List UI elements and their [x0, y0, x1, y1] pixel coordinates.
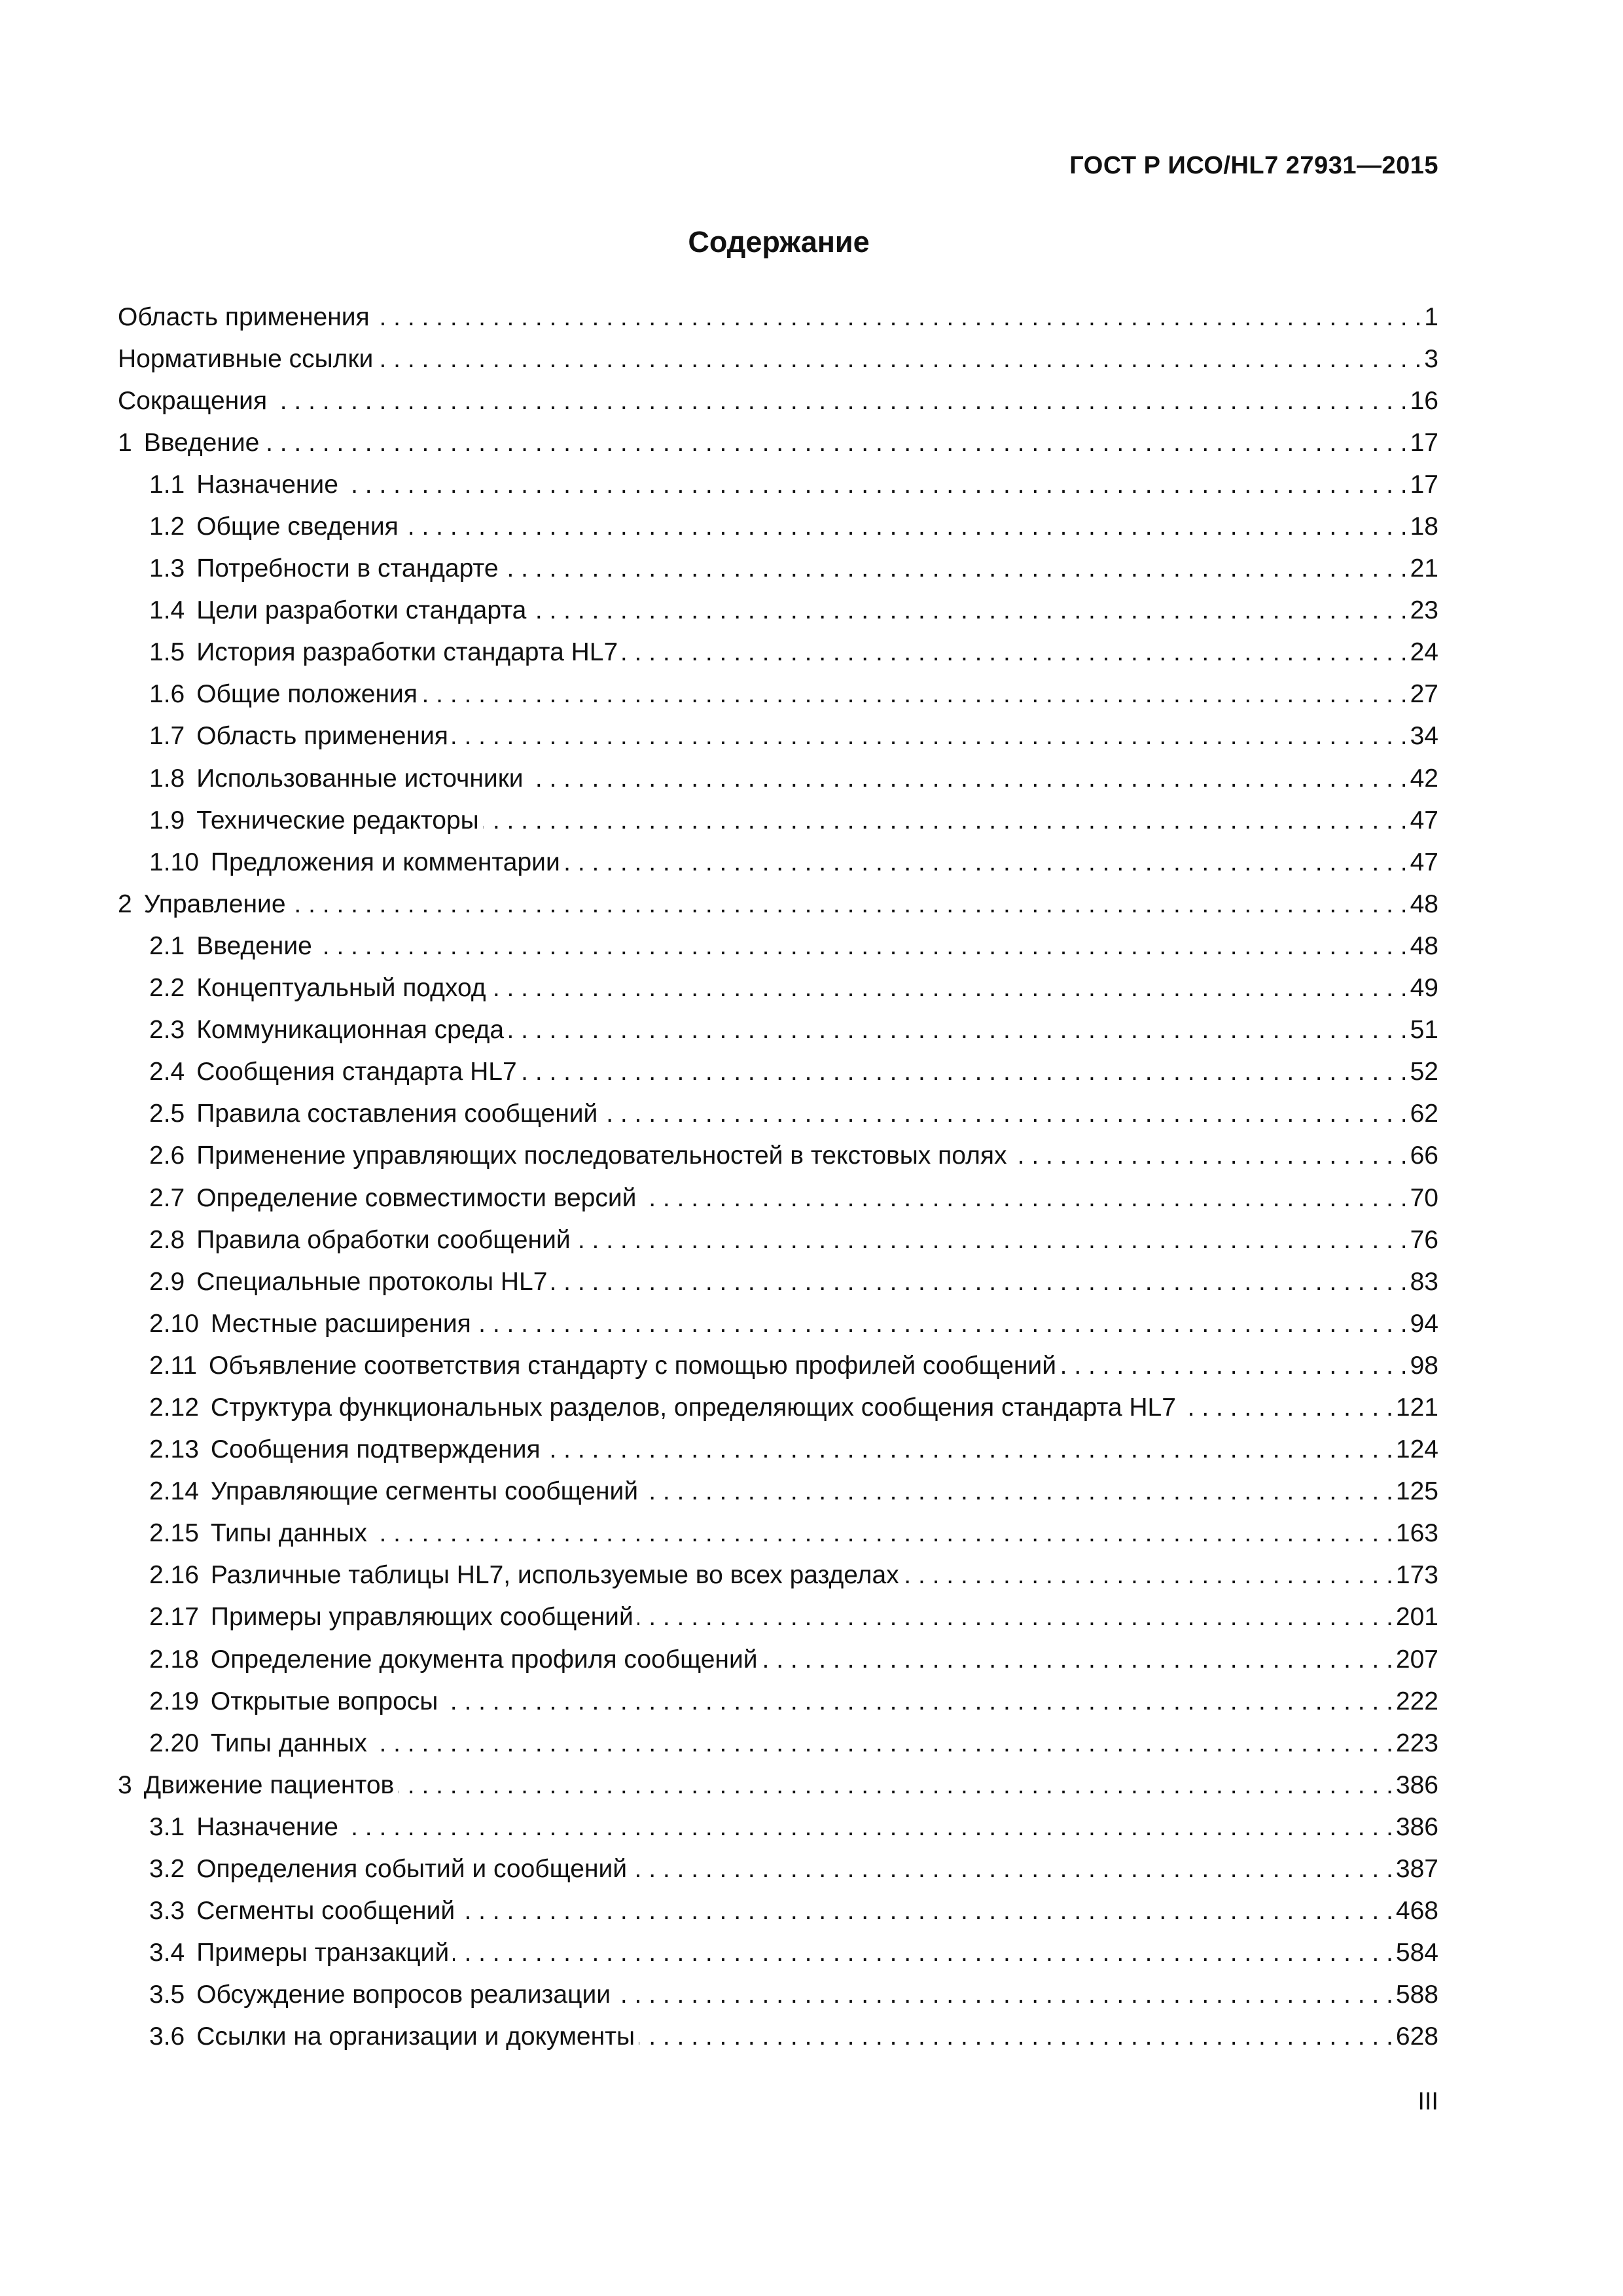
toc-dot-leader — [1060, 1353, 1408, 1378]
toc-dot-leader — [421, 681, 1408, 707]
toc-dot-leader — [615, 1982, 1393, 2007]
toc-entry-title: Правила обработки сообщений — [196, 1225, 571, 1254]
toc-entry[interactable] — [118, 380, 1438, 422]
toc-entry-page: 3 — [1424, 344, 1438, 373]
toc-dot-leader — [402, 514, 1408, 539]
toc-entry[interactable] — [118, 1554, 1438, 1596]
toc-entry-title: Типы данных — [210, 1519, 367, 1548]
toc-entry-number: 2.15 — [149, 1519, 199, 1548]
toc-entry-number: 1.9 — [149, 806, 185, 834]
toc-entry-page: 94 — [1410, 1309, 1438, 1338]
toc-dot-leader — [637, 1604, 1393, 1630]
toc-entry-title: Общие сведения — [196, 512, 399, 541]
toc-dot-leader — [762, 1647, 1393, 1672]
toc-entry-page: 17 — [1410, 470, 1438, 499]
toc-entry-title: Область применения — [118, 302, 370, 331]
toc-entry-page: 21 — [1410, 554, 1438, 583]
toc-entry-number: 1.8 — [149, 764, 185, 793]
table-of-contents — [118, 296, 1438, 2058]
toc-entry[interactable] — [118, 1386, 1438, 1428]
toc-entry-page: 24 — [1410, 638, 1438, 667]
toc-dot-leader — [544, 1437, 1393, 1462]
toc-entry-page: 47 — [1410, 806, 1438, 834]
toc-entry-page: 386 — [1395, 1770, 1438, 1799]
toc-entry-title: Цели разработки стандарта — [196, 596, 527, 625]
toc-entry[interactable] — [118, 1806, 1438, 1848]
toc-entry[interactable] — [118, 1722, 1438, 1764]
toc-entry-page: 124 — [1395, 1435, 1438, 1464]
toc-entry-page: 163 — [1395, 1519, 1438, 1548]
toc-entry-page: 49 — [1410, 974, 1438, 1003]
toc-entry-title: Назначение — [196, 470, 338, 499]
toc-entry-title: Объявление соответствия стандарту с помощью профилей сообщений — [209, 1351, 1056, 1380]
toc-entry-title: Область применения — [196, 722, 448, 751]
toc-entry[interactable] — [118, 1890, 1438, 1932]
toc-entry-page: 121 — [1395, 1393, 1438, 1422]
toc-entry-title: Нормативные ссылки — [118, 344, 374, 373]
toc-entry-page: 66 — [1410, 1141, 1438, 1170]
toc-entry-page: 584 — [1395, 1939, 1438, 1967]
toc-dot-leader — [530, 598, 1407, 623]
toc-entry-page: 76 — [1410, 1225, 1438, 1254]
toc-entry-title: Сокращения — [118, 386, 268, 415]
toc-dot-leader — [453, 1940, 1393, 1965]
toc-entry-title: Управляющие сегменты сообщений — [210, 1477, 639, 1506]
toc-entry-number: 2.9 — [149, 1267, 185, 1296]
toc-entry[interactable] — [118, 1344, 1438, 1386]
toc-dot-leader — [903, 1562, 1393, 1588]
toc-entry-title: Сообщения стандарта HL7 — [196, 1058, 517, 1086]
toc-entry-page: 83 — [1410, 1267, 1438, 1296]
toc-entry-number: 2.5 — [149, 1100, 185, 1128]
toc-entry-number: 2.13 — [149, 1435, 199, 1464]
toc-entry-page: 16 — [1410, 386, 1438, 415]
toc-entry-number: 3.4 — [149, 1939, 185, 1967]
toc-dot-leader — [271, 388, 1408, 414]
toc-entry-page: 628 — [1395, 2022, 1438, 2051]
toc-dot-leader — [263, 430, 1407, 456]
toc-entry[interactable] — [118, 1219, 1438, 1261]
toc-entry-number: 2.20 — [149, 1729, 199, 1757]
toc-entry-number: 2.12 — [149, 1393, 199, 1422]
toc-dot-leader — [490, 975, 1408, 1001]
toc-entry-number: 2.2 — [149, 974, 185, 1003]
toc-entry[interactable] — [118, 296, 1438, 338]
toc-entry-number: 2.10 — [149, 1309, 199, 1338]
toc-entry-page: 201 — [1395, 1603, 1438, 1632]
toc-entry-page: 387 — [1395, 1855, 1438, 1884]
toc-entry-page: 588 — [1395, 1981, 1438, 2009]
toc-dot-leader — [371, 1520, 1393, 1546]
toc-entry[interactable] — [118, 883, 1438, 925]
toc-entry[interactable] — [118, 590, 1438, 632]
toc-entry-number: 1.1 — [149, 470, 185, 499]
toc-entry[interactable] — [118, 1638, 1438, 1680]
toc-entry-number: 2.17 — [149, 1603, 199, 1632]
toc-entry[interactable] — [118, 1471, 1438, 1513]
toc-entry-number: 2.14 — [149, 1477, 199, 1506]
toc-entry[interactable] — [118, 1596, 1438, 1638]
toc-entry[interactable] — [118, 1009, 1438, 1051]
toc-entry-number: 1.5 — [149, 638, 185, 667]
toc-entry-number: 3.2 — [149, 1855, 185, 1884]
toc-entry-title: Местные расширения — [210, 1309, 471, 1338]
toc-dot-leader — [631, 1856, 1393, 1882]
toc-entry-page: 23 — [1410, 596, 1438, 625]
toc-entry-number: 2.3 — [149, 1016, 185, 1045]
toc-entry-page: 98 — [1410, 1351, 1438, 1380]
toc-entry[interactable] — [118, 548, 1438, 590]
toc-entry-title: Ссылки на организации и документы — [196, 2022, 635, 2051]
toc-entry[interactable] — [118, 1848, 1438, 1890]
toc-entry-number: 2.8 — [149, 1225, 185, 1254]
toc-entry-page: 386 — [1395, 1812, 1438, 1841]
toc-entry[interactable] — [118, 505, 1438, 547]
toc-entry-page: 47 — [1410, 848, 1438, 876]
toc-dot-leader — [342, 472, 1408, 497]
toc-entry-page: 42 — [1410, 764, 1438, 793]
toc-dot-leader — [459, 1898, 1393, 1924]
toc-entry[interactable] — [118, 338, 1438, 380]
toc-entry[interactable] — [118, 1513, 1438, 1554]
toc-entry-title: Различные таблицы HL7, используемые во всех разделах — [210, 1561, 899, 1590]
toc-entry-title: Определения событий и сообщений — [196, 1855, 628, 1884]
toc-dot-leader — [642, 1479, 1393, 1504]
toc-entry-title: Определение документа профиля сообщений — [210, 1645, 758, 1674]
toc-entry-number: 3.3 — [149, 1897, 185, 1926]
toc-entry[interactable] — [118, 1974, 1438, 2016]
toc-entry-title: Открытые вопросы — [210, 1687, 438, 1715]
toc-entry-number: 1 — [118, 428, 132, 457]
toc-entry-page: 62 — [1410, 1100, 1438, 1128]
toc-entry-number: 3.6 — [149, 2022, 185, 2051]
toc-dot-leader — [371, 1731, 1393, 1756]
toc-entry-number: 2.18 — [149, 1645, 199, 1674]
toc-entry-number: 1.6 — [149, 680, 185, 709]
toc-entry-title: Типы данных — [210, 1729, 367, 1757]
toc-entry[interactable] — [118, 841, 1438, 883]
toc-dot-leader — [639, 2024, 1393, 2049]
toc-entry-title: Структура функциональных разделов, определяющих сообщения стандарта HL7 — [210, 1393, 1176, 1422]
page-number: III — [1418, 2088, 1438, 2115]
toc-dot-leader — [442, 1689, 1393, 1714]
toc-entry-title: Введение — [196, 931, 312, 960]
toc-entry[interactable] — [118, 1135, 1438, 1177]
toc-entry-title: Управление — [143, 889, 286, 918]
toc-entry[interactable] — [118, 1093, 1438, 1135]
toc-entry-title: Назначение — [196, 1812, 338, 1841]
toc-entry-title: История разработки стандарта HL7 — [196, 638, 618, 667]
toc-entry-page: 173 — [1395, 1561, 1438, 1590]
toc-entry-page: 223 — [1395, 1729, 1438, 1757]
toc-dot-leader — [521, 1059, 1408, 1085]
toc-entry-title: Концептуальный подход — [196, 974, 486, 1003]
toc-dot-leader — [622, 639, 1407, 665]
toc-entry-title: Предложения и комментарии — [210, 848, 560, 876]
toc-entry-title: Общие положения — [196, 680, 418, 709]
toc-entry-title: Определение совместимости версий — [196, 1183, 637, 1212]
toc-entry-number: 1.4 — [149, 596, 185, 625]
toc-entry-number: 2.19 — [149, 1687, 199, 1715]
toc-entry-title: Использованные источники — [196, 764, 524, 793]
toc-entry-number: 3.5 — [149, 1981, 185, 2009]
toc-entry[interactable] — [118, 1177, 1438, 1219]
toc-entry[interactable] — [118, 632, 1438, 673]
toc-entry[interactable] — [118, 1261, 1438, 1302]
toc-dot-leader — [342, 1814, 1393, 1840]
toc-entry-number: 2.1 — [149, 931, 185, 960]
toc-dot-leader — [508, 1017, 1407, 1043]
toc-entry[interactable] — [118, 463, 1438, 505]
toc-entry-title: Сегменты сообщений — [196, 1897, 455, 1926]
toc-dot-leader — [374, 304, 1422, 330]
toc-entry[interactable] — [118, 799, 1438, 841]
toc-entry-title: Применение управляющих последовательностей в текстовых полях — [196, 1141, 1007, 1170]
toc-entry-page: 207 — [1395, 1645, 1438, 1674]
toc-entry-title: Введение — [143, 428, 260, 457]
toc-entry-title: Технические редакторы — [196, 806, 479, 834]
toc-dot-leader — [398, 1772, 1393, 1798]
toc-entry-page: 48 — [1410, 931, 1438, 960]
toc-entry-title: Примеры транзакций — [196, 1939, 450, 1967]
toc-entry-page: 27 — [1410, 680, 1438, 709]
toc-dot-leader — [452, 723, 1408, 749]
toc-dot-leader — [601, 1101, 1407, 1126]
toc-entry-title: Примеры управляющих сообщений — [210, 1603, 633, 1632]
toc-entry-title: Потребности в стандарте — [196, 554, 499, 583]
toc-entry-number: 2.16 — [149, 1561, 199, 1590]
page-title: Содержание — [688, 225, 870, 259]
toc-entry[interactable] — [118, 1302, 1438, 1344]
toc-dot-leader — [575, 1227, 1408, 1253]
toc-entry[interactable] — [118, 757, 1438, 799]
toc-dot-leader — [640, 1185, 1407, 1211]
toc-entry-page: 52 — [1410, 1058, 1438, 1086]
toc-entry-page: 17 — [1410, 428, 1438, 457]
toc-dot-leader — [1180, 1395, 1393, 1420]
toc-entry-number: 2.6 — [149, 1141, 185, 1170]
toc-entry-page: 222 — [1395, 1687, 1438, 1715]
toc-entry-number: 1.7 — [149, 722, 185, 751]
toc-entry-page: 125 — [1395, 1477, 1438, 1506]
toc-entry-page: 18 — [1410, 512, 1438, 541]
toc-entry[interactable] — [118, 1932, 1438, 1974]
toc-entry-number: 3 — [118, 1770, 132, 1799]
toc-entry[interactable] — [118, 967, 1438, 1009]
toc-entry-number: 1.3 — [149, 554, 185, 583]
toc-entry[interactable] — [118, 715, 1438, 757]
toc-entry-title: Коммуникационная среда — [196, 1016, 505, 1045]
toc-entry-title: Обсуждение вопросов реализации — [196, 1981, 611, 2009]
toc-entry-page: 70 — [1410, 1183, 1438, 1212]
toc-entry[interactable] — [118, 2016, 1438, 2058]
toc-dot-leader — [377, 346, 1421, 372]
toc-entry-number: 1.2 — [149, 512, 185, 541]
toc-entry-number: 2.7 — [149, 1183, 185, 1212]
toc-dot-leader — [475, 1311, 1408, 1336]
toc-entry-title: Сообщения подтверждения — [210, 1435, 541, 1464]
toc-entry-title: Специальные протоколы HL7 — [196, 1267, 548, 1296]
toc-entry-number: 2.11 — [149, 1351, 198, 1380]
toc-entry-title: Правила составления сообщений — [196, 1100, 598, 1128]
toc-entry-page: 468 — [1395, 1897, 1438, 1926]
toc-entry-title: Движение пациентов — [143, 1770, 395, 1799]
standard-designation: ГОСТ Р ИСО/HL7 27931—2015 — [1069, 152, 1438, 179]
toc-entry[interactable] — [118, 1680, 1438, 1722]
toc-dot-leader — [527, 766, 1408, 791]
toc-entry[interactable] — [118, 673, 1438, 715]
toc-entry-page: 51 — [1410, 1016, 1438, 1045]
toc-entry[interactable] — [118, 925, 1438, 967]
toc-entry-number: 2 — [118, 889, 132, 918]
toc-dot-leader — [1010, 1143, 1407, 1168]
toc-dot-leader — [551, 1269, 1407, 1295]
toc-entry-page: 34 — [1410, 722, 1438, 751]
toc-entry-page: 48 — [1410, 889, 1438, 918]
toc-entry[interactable] — [118, 1051, 1438, 1093]
toc-entry[interactable] — [118, 422, 1438, 463]
toc-entry-number: 3.1 — [149, 1812, 185, 1841]
toc-entry-number: 1.10 — [149, 848, 199, 876]
toc-dot-leader — [564, 850, 1408, 875]
toc-dot-leader — [503, 556, 1408, 581]
toc-entry[interactable] — [118, 1429, 1438, 1471]
toc-dot-leader — [483, 808, 1408, 833]
toc-entry-page: 1 — [1424, 302, 1438, 331]
toc-entry-number: 2.4 — [149, 1058, 185, 1086]
toc-dot-leader — [290, 891, 1408, 917]
toc-entry[interactable] — [118, 1764, 1438, 1806]
toc-dot-leader — [316, 933, 1408, 959]
